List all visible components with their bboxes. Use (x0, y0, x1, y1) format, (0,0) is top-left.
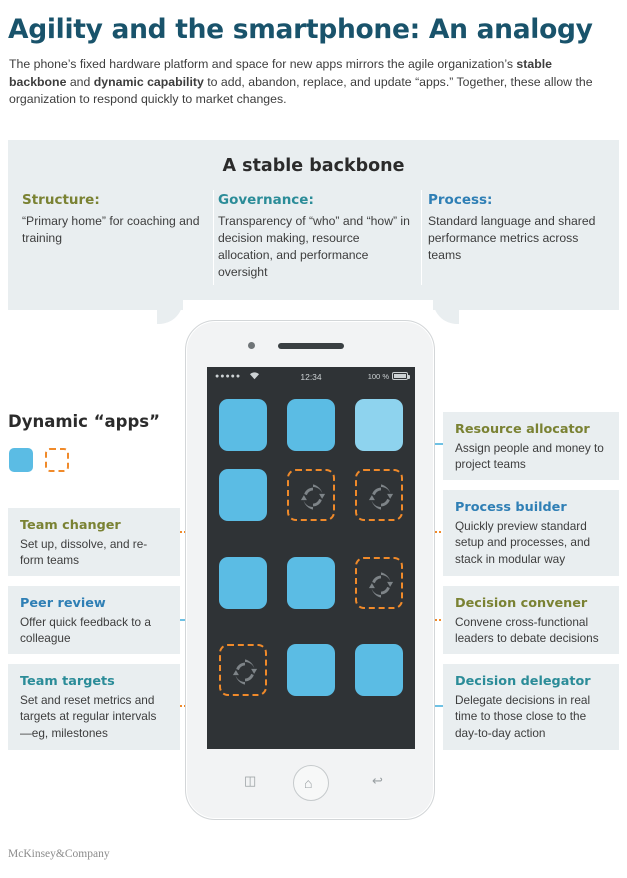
page-subtitle (9, 56, 609, 109)
callout-team-targets (8, 664, 180, 750)
app-tile[interactable] (287, 644, 335, 696)
sync-icon (230, 658, 260, 686)
callout-body: Set up, dissolve, and re-form teams (20, 537, 148, 568)
backbone-body-governance: Transparency of “who” and “how” in decision making, resource allocation, and performance oversight (218, 214, 410, 279)
page-title: Agility and the smartphone: An analogy (8, 14, 593, 45)
callout-decision-delegator (443, 664, 619, 750)
callout-title: Peer review (20, 596, 106, 611)
backbone-label-structure: Structure: (22, 192, 100, 208)
app-grid (219, 399, 403, 735)
callout-title: Decision delegator (455, 674, 591, 689)
subtitle-text-2: and (66, 74, 94, 89)
callout-resource-allocator (443, 412, 619, 480)
back-icon[interactable]: ↩ (372, 773, 383, 788)
stable-backbone-panel (8, 140, 619, 310)
home-icon[interactable]: ⌂ (293, 765, 329, 801)
callout-decision-convener (443, 586, 619, 654)
earpiece-speaker (278, 343, 344, 349)
app-tile[interactable] (287, 557, 335, 609)
menu-icon[interactable]: ◫ (244, 773, 257, 788)
callout-title: Decision convener (455, 596, 588, 611)
callout-body: Set and reset metrics and targets at regular intervals—eg, milestones (20, 693, 157, 740)
callout-body: Convene cross-functional leaders to debate decisions (455, 615, 599, 646)
backbone-notch-left (157, 300, 183, 324)
app-type-legend (9, 448, 69, 472)
app-tile[interactable] (219, 469, 267, 521)
callout-body: Offer quick feedback to a colleague (20, 615, 151, 646)
smartphone-illustration (185, 320, 435, 820)
backbone-body-process: Standard language and shared performance metrics across teams (428, 214, 596, 262)
callout-body: Delegate decisions in real time to those close to the day-to-day action (455, 693, 591, 740)
sync-icon (366, 571, 396, 599)
subtitle-text-1: The phone’s fixed hardware platform and space for new apps mirrors the agile organization’s (9, 57, 517, 71)
dynamic-app-tile[interactable] (355, 469, 403, 521)
phone-screen (207, 367, 415, 749)
callout-title: Resource allocator (455, 422, 590, 437)
signal-icon: ●●●●● (215, 373, 242, 380)
stable-app-swatch (9, 448, 33, 472)
sync-icon (366, 483, 396, 511)
backbone-divider-2 (421, 190, 422, 285)
callout-body: Quickly preview standard setup and processes, and stack in modular way (455, 519, 591, 566)
callout-body: Assign people and money to project teams (455, 441, 604, 472)
app-tile[interactable] (355, 644, 403, 696)
backbone-body-structure: “Primary home” for coaching and training (22, 214, 200, 245)
brand-logo: McKinsey&Company (8, 848, 110, 860)
backbone-column-structure (22, 192, 212, 247)
sync-icon (298, 483, 328, 511)
dynamic-apps-heading: Dynamic “apps” (8, 412, 160, 431)
status-bar (207, 367, 415, 387)
subtitle-bold-2: dynamic capability (93, 74, 204, 89)
subtitle-text-3: to add, abandon, replace, and update “apps.” Together, these allow the organization to respond quickly to market changes. (9, 74, 593, 106)
backbone-heading: A stable backbone (222, 156, 405, 176)
front-camera-icon (248, 342, 255, 349)
backbone-divider-1 (213, 190, 214, 285)
callout-title: Team targets (20, 674, 115, 689)
backbone-column-process (428, 192, 613, 264)
clock-label: 12:34 (300, 372, 322, 382)
dynamic-app-tile[interactable] (219, 644, 267, 696)
callout-process-builder (443, 490, 619, 576)
backbone-label-process: Process: (428, 192, 493, 208)
app-tile[interactable] (287, 399, 335, 451)
dynamic-app-tile[interactable] (355, 557, 403, 609)
backbone-label-governance: Governance: (218, 192, 314, 208)
battery-label: 100 % (367, 372, 389, 381)
callout-title: Process builder (455, 500, 567, 515)
callout-peer-review (8, 586, 180, 654)
battery-icon (392, 372, 408, 380)
backbone-column-governance (218, 192, 413, 281)
callout-title: Team changer (20, 518, 121, 533)
app-tile[interactable] (355, 399, 403, 451)
app-tile[interactable] (219, 557, 267, 609)
callout-team-changer (8, 508, 180, 576)
dynamic-app-swatch (45, 448, 69, 472)
dynamic-app-tile[interactable] (287, 469, 335, 521)
backbone-notch-right (433, 300, 459, 324)
subtitle-bold-1: stable backbone (9, 57, 552, 89)
app-tile[interactable] (219, 399, 267, 451)
